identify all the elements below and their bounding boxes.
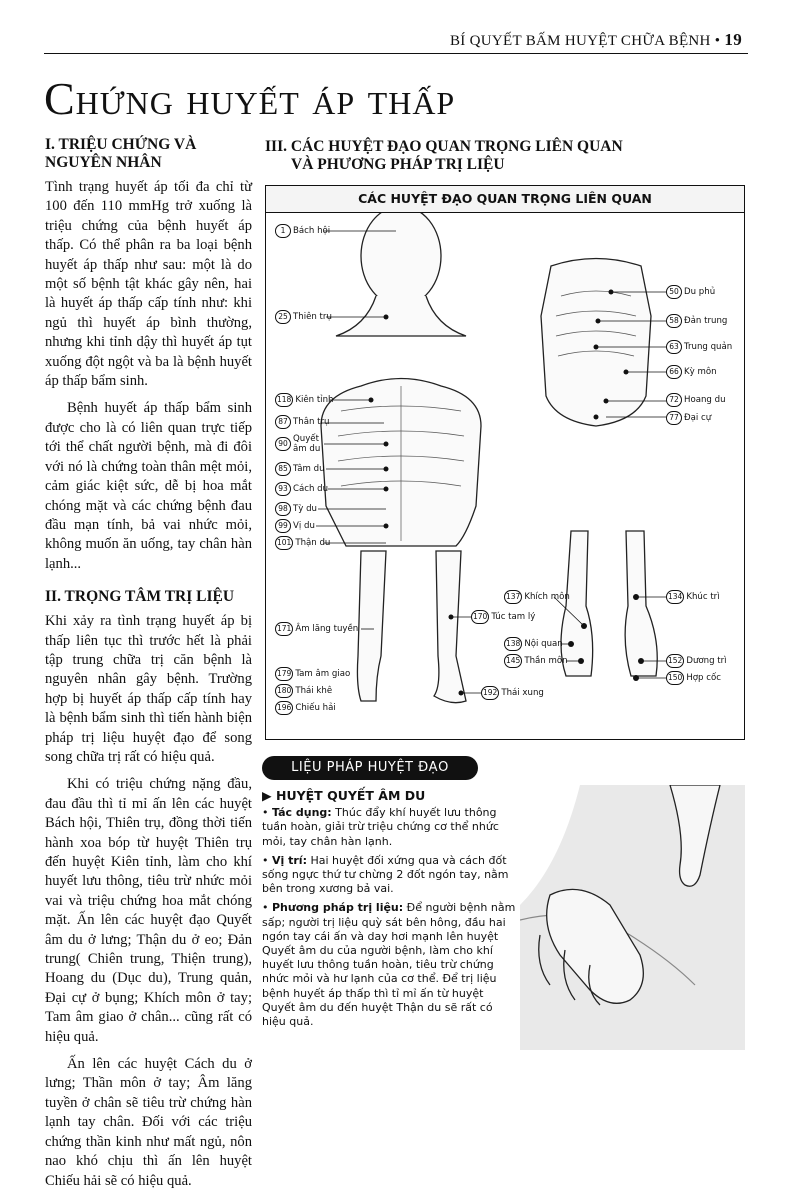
acupoint-name: Bách hội <box>293 226 331 236</box>
acupoint-name: Tam âm giao <box>295 669 351 679</box>
acupoint-name: Đại cự <box>684 413 712 423</box>
acupoint-label <box>666 671 721 685</box>
acupoint-number: 171 <box>275 622 293 636</box>
acupoint-name: Thái khê <box>295 686 333 696</box>
leg-left <box>357 551 386 701</box>
acupoint-name: Dương trì <box>686 656 727 666</box>
acupoint-number: 192 <box>481 686 499 700</box>
acupoint-label <box>504 637 563 651</box>
acupoint-number: 63 <box>666 340 682 354</box>
section3-heading-line1: III. CÁC HUYỆT ĐẠO QUAN TRỌNG LIÊN QUAN <box>265 138 623 155</box>
acupoint-label <box>666 411 711 425</box>
acupoint-label <box>275 684 332 698</box>
acupoint-label <box>481 686 544 700</box>
acupoint-number: 1 <box>275 224 291 238</box>
acupoint-name: Thận du <box>295 538 331 548</box>
acupoint-label <box>471 610 535 624</box>
neck <box>336 296 466 336</box>
section2-heading: II. TRỌNG TÂM TRỊ LIỆU <box>45 588 235 606</box>
therapy-item-text: Hai huyệt đối xứng qua và cách đốt sống ngực thứ tư chừng 2 đốt ngón tay, nằm bên trong xương bả vai. <box>262 853 509 896</box>
acupoint-name: Âm lăng tuyền <box>295 624 359 634</box>
acupoint-name: Vị du <box>293 521 315 531</box>
acupoint-name: Trung quản <box>684 342 733 352</box>
acupoint-label <box>275 462 325 476</box>
section2-paragraph: Ấn lên các huyệt Cách du ở lưng; Thần môn ở tay; Âm lăng tuyền ở chân sẽ tiêu trừ chứng hàn lạnh tay chân. Đối với các triệu chứng thần kinh như mất ngủ, nôn nao khó chịu thì ấn lên huyệt Chiếu hải sẽ có hiệu quả. <box>45 1056 252 1189</box>
section1-heading: I. TRIỆU CHỨNG VÀ NGUYÊN NHÂN <box>45 136 197 171</box>
section1-paragraph: Tình trạng huyết áp tối đa chỉ từ 100 đến 110 mmHg trở xuống là triệu chứng của bệnh huyết áp thấp. Có thể phân ra ba loại bệnh huyết áp thấp như sau: một là do một số bệnh tật khác gây nên, hai là huyết áp thấp cấp tính như: khi ngủ thì huyết áp bình thường, nhưng khi tỉnh dậy thì huyết áp tụt xuống đột ngột và ba là bệnh huyết áp thấp bẩm sinh. <box>45 179 252 390</box>
acupoint-name: Hợp cốc <box>686 673 721 683</box>
acupoint-label <box>275 415 330 429</box>
acupoint-name: Khúc trì <box>686 592 720 602</box>
figure-title: CÁC HUYỆT ĐẠO QUAN TRỌNG LIÊN QUAN <box>266 186 744 213</box>
section2-paragraph: Khi có triệu chứng nặng đầu, đau đầu thì tỉ mỉ ấn lên các huyệt Bách hội, Thiên trụ, đồng thời tiến hành xoa bóp từ huyệt Thiên trụ đến huyệt Kiên tỉnh, làm cho khí huyết lưu thông, tiêu trừ nhức mỏi vai và triệu chứng hoa mắt chóng mặt. Ấn lên các huyệt đạo Quyết âm du ở lưng; Thận du ở eo; Đản trung( Chiên trung, Thiện trung), Hoang du (Dục du), Trung quản, Đại cự ở bụng; Khích môn ở tay; Tam âm giao ở chân... cũng rất có hiệu quả. <box>45 776 252 1045</box>
acupoint-number: 180 <box>275 684 293 698</box>
acupoint-number: 72 <box>666 393 682 407</box>
therapy-item-label: Phương pháp trị liệu: <box>272 901 404 915</box>
acupoint-number: 118 <box>275 393 293 407</box>
acupoint-name: Kiên tỉnh <box>295 395 334 405</box>
page-number: 19 <box>724 30 742 49</box>
acupoint-name: Du phủ <box>684 287 716 297</box>
acupoint-number: 66 <box>666 365 682 379</box>
therapy-banner: LIỆU PHÁP HUYỆT ĐẠO <box>262 756 478 780</box>
header-rule <box>44 53 748 54</box>
therapy-item: • Phương pháp trị liệu: Để người bệnh nằm sấp; người trị liệu quỳ sát bên hông, đầu hai ngón tay cái ấn và day hơi mạnh lên huyệt Quyết âm du của người bệnh, làm cho khí huyết lưu thông tuần hoàn, tiêu trừ chứng nhức mỏi và hư lạnh của cơ thể. Để trị liệu bệnh huyết áp thấp thì tỉ mỉ ấn từ huyệt Quyết âm du đến huyệt Thận du sẽ rất có hiệu quả. <box>262 901 516 1029</box>
section3-heading-line2: VÀ PHƯƠNG PHÁP TRỊ LIỆU <box>291 156 505 173</box>
acupoint-name: Thần môn <box>524 656 568 666</box>
acupoint-label <box>275 482 328 496</box>
acupoint-label <box>275 536 330 550</box>
therapy-section <box>262 789 516 1034</box>
acupoint-name: Quyết âm du <box>293 434 321 454</box>
arm-right <box>625 531 657 676</box>
acupoint-number: 138 <box>504 637 522 651</box>
acupoint-label <box>275 701 336 715</box>
acupoint-name: Chiếu hải <box>295 703 336 713</box>
acupoint-label <box>666 340 732 354</box>
acupoint-number: 58 <box>666 314 682 328</box>
running-head-bullet: • <box>714 33 721 49</box>
therapy-item-label: Tác dụng: <box>272 806 332 820</box>
acupoint-label <box>275 434 329 454</box>
acupoint-number: 77 <box>666 411 682 425</box>
acupoint-label <box>275 310 332 324</box>
acupoint-label <box>504 654 568 668</box>
acupoint-number: 98 <box>275 502 291 516</box>
massage-hands-photo <box>520 785 745 1050</box>
therapy-item: • Tác dụng: Thúc đẩy khí huyết lưu thông tuần hoàn, giải trừ triệu chứng cơ thể nhức mỏi, tay chân hàn lạnh. <box>262 806 499 848</box>
running-head <box>450 30 742 50</box>
acupoint-number: 196 <box>275 701 293 715</box>
acupoint-number: 90 <box>275 437 291 451</box>
acupoint-name: Đản trung <box>684 316 728 326</box>
acupoint-name: Nội quan <box>524 639 563 649</box>
acupoint-number: 87 <box>275 415 291 429</box>
section3-heading <box>265 138 685 174</box>
acupoint-label <box>275 622 358 636</box>
page-title: Chứng huyết áp thấp <box>44 73 456 124</box>
acupoint-number: 137 <box>504 590 522 604</box>
acupoint-label <box>504 590 570 604</box>
therapy-item-text: Thúc đẩy khí huyết lưu thông tuần hoàn, giải trừ triệu chứng cơ thể nhức mỏi, tay chân hàn lạnh. <box>262 806 499 848</box>
acupoint-number: 150 <box>666 671 684 685</box>
therapy-heading-text: HUYỆT QUYẾT ÂM DU <box>275 788 426 803</box>
acupoint-number: 145 <box>504 654 522 668</box>
therapy-item: • Vị trí: Hai huyệt đối xứng qua và cách đốt sống ngực thứ tư chừng 2 đốt ngón tay, nằm bên trong xương bả vai. <box>262 853 509 896</box>
acupoint-number: 93 <box>275 482 291 496</box>
acupoint-number: 101 <box>275 536 293 550</box>
acupoint-number: 170 <box>471 610 489 624</box>
acupoint-number: 179 <box>275 667 293 681</box>
acupoint-name: Thái xung <box>501 688 544 698</box>
triangle-bullet-icon: ▶ <box>262 788 272 803</box>
acupoint-number: 134 <box>666 590 684 604</box>
leg-right <box>434 551 466 703</box>
left-column <box>45 136 252 1199</box>
acupoint-label <box>275 519 315 533</box>
acupoint-name: Hoang du <box>684 395 726 405</box>
acupoint-name: Khích môn <box>524 592 570 602</box>
acupoint-name: Tỳ du <box>293 504 317 514</box>
therapy-item-text: Để người bệnh nằm sấp; người trị liệu quỳ sát bên hông, đầu hai ngón tay cái ấn và day hơi mạnh lên huyệt Quyết âm du của người bệnh, làm cho khí huyết lưu thông tuần hoàn, tiêu trừ chứng nhức mỏi và hư lạnh của cơ thể. Để trị liệu bệnh huyết áp thấp thì tỉ mỉ ấn từ huyệt Quyết âm du đến huyệt Thận du sẽ rất có hiệu quả. <box>262 901 516 1029</box>
section2-paragraph: Khi xảy ra tình trạng huyết áp bị thấp liên tục thì trước hết là phải tập trung chữa trị căn bệnh là nguyên nhân gây bệnh. Trường hợp bị huyết áp thấp cấp tính hay là bệnh bẩm sinh thì tiến hành biện pháp trị liệu huyệt đạo để song song chữa trị rất có hiệu quả. <box>45 613 252 765</box>
acupoint-name: Cách du <box>293 484 329 494</box>
acupoint-label <box>666 654 727 668</box>
acupoint-number: 25 <box>275 310 291 324</box>
acupoint-name: Thân trụ <box>293 417 330 427</box>
running-head-text: BÍ QUYẾT BẤM HUYỆT CHỮA BỆNH <box>449 33 711 49</box>
therapy-item-label: Vị trí: <box>272 853 307 867</box>
acupoint-label <box>275 502 317 516</box>
acupoint-label <box>666 314 727 328</box>
acupoint-label <box>275 224 330 238</box>
acupoint-name: Túc tam lý <box>491 612 536 622</box>
head-back <box>361 206 441 306</box>
acupoint-label <box>275 667 350 681</box>
acupoint-number: 50 <box>666 285 682 299</box>
acupoint-label <box>275 393 333 407</box>
acupoint-label <box>666 285 715 299</box>
acupoint-label <box>666 590 720 604</box>
acupoint-number: 99 <box>275 519 291 533</box>
acupoint-name: Thiên trụ <box>293 312 332 322</box>
acupoint-figure <box>265 185 745 740</box>
acupoint-name: Kỳ môn <box>684 367 717 377</box>
acupoint-label <box>666 365 717 379</box>
acupoint-number: 85 <box>275 462 291 476</box>
acupoint-name: Tâm du <box>293 464 325 474</box>
therapy-heading <box>262 789 516 803</box>
section1-paragraph: Bệnh huyết áp thấp bẩm sinh được cho là có liên quan trực tiếp tới thể chất người bệnh, mà đi đôi với nó là chứng toàn thân mệt mỏi, cảm giác kiệt sức, dễ bị hoa mắt chóng mặt và các chứng bệnh đau đầu mạn tính, bả vai nhức mỏi, không muốn ăn uống, tay chân hàn lạnh... <box>45 400 252 572</box>
acupoint-number: 152 <box>666 654 684 668</box>
acupoint-label <box>666 393 726 407</box>
